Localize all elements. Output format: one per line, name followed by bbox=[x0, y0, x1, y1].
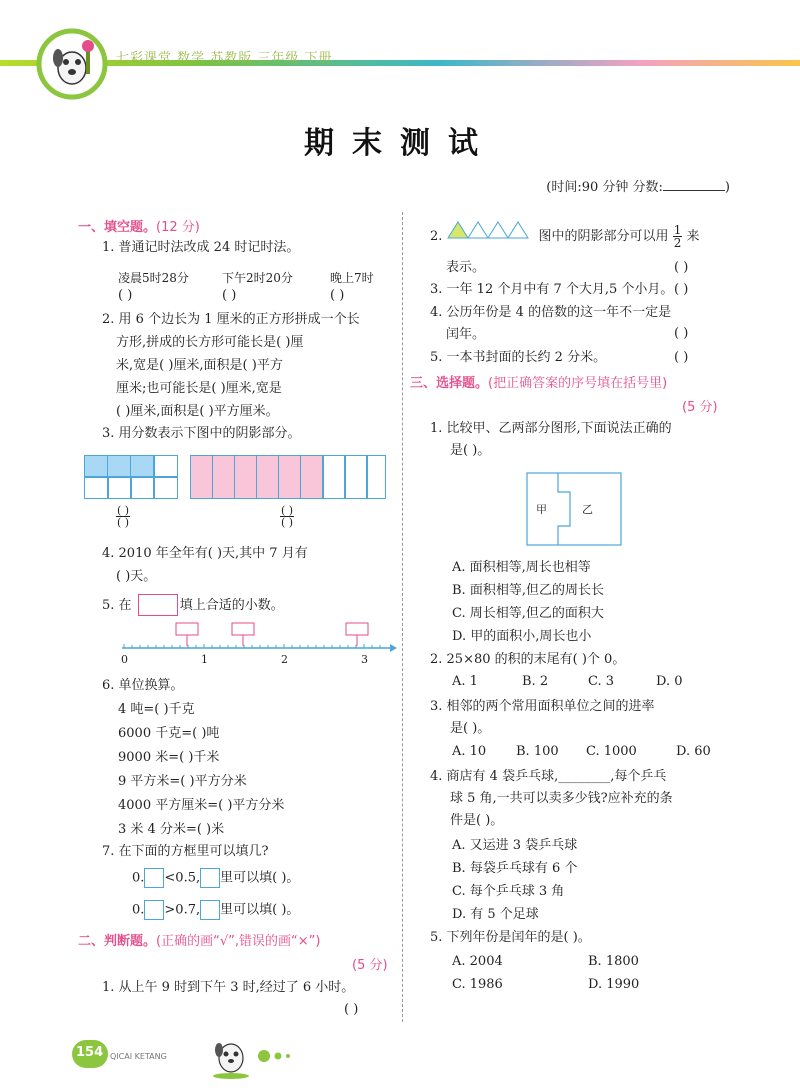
q6-item: 6000 千克=( )吨 bbox=[118, 726, 220, 741]
s1-q5: 5. 在 填上合适的小数。 bbox=[102, 596, 284, 616]
section2-points: (5 分) bbox=[352, 958, 388, 973]
footer-brand: QICAI KETANG bbox=[110, 1052, 167, 1061]
option[interactable]: B. 每袋乒乓球有 6 个 bbox=[452, 861, 578, 876]
s3-q3-options bbox=[452, 742, 711, 762]
s3-q5-options bbox=[452, 950, 639, 996]
number-line bbox=[118, 620, 398, 668]
s3-q2: 2. 25×80 的积的末尾有( )个 0。 bbox=[430, 652, 626, 667]
q7-box[interactable] bbox=[200, 868, 220, 888]
footer-dots bbox=[258, 1048, 298, 1067]
tick-1: 1 bbox=[201, 653, 208, 666]
s2-q5: 5. 一本书封面的长约 2 分米。 bbox=[430, 350, 607, 365]
option[interactable]: A. 面积相等,周长也相等 bbox=[452, 560, 591, 575]
q1-answer-1[interactable]: ( ) bbox=[118, 288, 133, 303]
option[interactable]: C. 周长相等,但乙的面积大 bbox=[452, 606, 604, 621]
q6-item: 4 吨=( )千克 bbox=[118, 702, 195, 717]
q6-item: 3 米 4 分米=( )米 bbox=[118, 822, 225, 837]
section1-heading: 一、填空题。(12 分) bbox=[78, 220, 200, 235]
mascot-logo bbox=[36, 28, 108, 100]
tick-3: 3 bbox=[361, 653, 368, 666]
time-score-line: (时间:90 分钟 分数: ) bbox=[546, 180, 730, 195]
q6-item: 4000 平方厘米=( )平方分米 bbox=[118, 798, 285, 813]
tick-2: 2 bbox=[281, 653, 288, 666]
option[interactable]: C. 3 bbox=[588, 674, 615, 689]
s3-q2-options bbox=[452, 672, 683, 692]
s2-q1: 1. 从上午 9 时到下午 3 时,经过了 6 小时。 bbox=[102, 980, 355, 995]
option[interactable]: D. 0 bbox=[656, 674, 683, 689]
q6-list bbox=[118, 698, 284, 842]
s2-q2-line2: 表示。 bbox=[446, 260, 486, 275]
footer-mascot bbox=[206, 1030, 256, 1080]
option[interactable]: D. 60 bbox=[676, 744, 711, 759]
option[interactable]: B. 面积相等,但乙的周长长 bbox=[452, 583, 604, 598]
q1-item-1: 凌晨5时28分 bbox=[118, 271, 189, 285]
s1-q7: 7. 在下面的方框里可以填几? bbox=[102, 844, 269, 859]
option[interactable]: B. 100 bbox=[516, 744, 559, 759]
q7-box[interactable] bbox=[144, 868, 164, 888]
option[interactable]: C. 1000 bbox=[586, 744, 637, 759]
section2-heading: 二、判断题。(正确的画“√”,错误的画“×”) bbox=[78, 934, 321, 949]
s2-q5-answer[interactable]: ( ) bbox=[674, 350, 689, 365]
q1-answer-2[interactable]: ( ) bbox=[222, 288, 237, 303]
s2-q3-answer[interactable]: ( ) bbox=[674, 282, 689, 297]
option[interactable]: A. 1 bbox=[452, 674, 478, 689]
section3-points: (5 分) bbox=[682, 400, 718, 415]
q1-item-2: 下午2时20分 bbox=[222, 271, 293, 285]
q7-box[interactable] bbox=[200, 900, 220, 920]
figure-label-jia: 甲 bbox=[536, 503, 547, 516]
s3-q1: 1. 比较甲、乙两部分图形,下面说法正确的 是( )。 bbox=[430, 421, 672, 458]
page-title: 期末测试 bbox=[304, 126, 496, 161]
s3-q5: 5. 下列年份是闰年的是( )。 bbox=[430, 930, 591, 945]
q7-line-b: 0. >0.7, 里可以填( )。 bbox=[132, 900, 299, 921]
s3-q3: 3. 相邻的两个常用面积单位之间的进率 是( )。 bbox=[430, 699, 655, 736]
s2-q1-answer[interactable]: ( ) bbox=[344, 1002, 359, 1017]
fraction-answer-1[interactable]: ( ) ( ) bbox=[117, 504, 130, 529]
section3-heading: 三、选择题。(把正确答案的序号填在括号里) bbox=[410, 376, 668, 391]
option[interactable]: C. 1986 bbox=[452, 977, 503, 992]
option[interactable]: C. 每个乒乓球 3 角 bbox=[452, 884, 565, 899]
figure-label-yi: 乙 bbox=[582, 503, 593, 516]
option[interactable]: A. 2004 bbox=[452, 954, 503, 969]
fraction-answer-2[interactable]: ( ) ( ) bbox=[281, 504, 294, 529]
q5-box bbox=[138, 594, 178, 616]
s2-q4-answer[interactable]: ( ) bbox=[674, 326, 689, 341]
s1-q2: 2. 用 6 个边长为 1 厘米的正方形拼成一个长 方形,拼成的长方形可能长是( )厘 米,宽是( )厘米,面积是( )平方 厘米;也可能长是( )厘米,宽是 ( )厘米,面积是( )平方厘米。 bbox=[102, 312, 360, 419]
column-divider bbox=[402, 212, 403, 1022]
s3-q1-options bbox=[452, 556, 604, 648]
option[interactable]: D. 甲的面积小,周长也小 bbox=[452, 629, 592, 644]
s1-q4: 4. 2010 年全年有( )天,其中 7 月有 ( )天。 bbox=[102, 546, 308, 584]
fraction-one-half: $\frac{1}{2}$ bbox=[673, 223, 682, 250]
s2-q2-answer[interactable]: ( ) bbox=[674, 260, 689, 275]
q1-item-3: 晚上7时 bbox=[330, 271, 374, 285]
header-text: 七彩课堂 数学 苏教版 三年级 下册 bbox=[116, 51, 333, 66]
q6-item: 9000 米=( )千米 bbox=[118, 750, 220, 765]
s3-q4: 4. 商店有 4 袋乒乓球,________,每个乒乓 球 5 角,一共可以卖多少钱?应补充的条 件是( )。 bbox=[430, 769, 673, 828]
tick-0: 0 bbox=[121, 653, 128, 666]
s1-q1: 1. 普通记时法改成 24 时记时法。 bbox=[102, 240, 300, 255]
s2-q3: 3. 一年 12 个月中有 7 个大月,5 个小月。 bbox=[430, 282, 674, 297]
option[interactable]: B. 2 bbox=[522, 674, 549, 689]
q7-box[interactable] bbox=[144, 900, 164, 920]
s2-q2: 2. 图中的阴影部分可以用 $\frac{1}{2}$ 来 bbox=[430, 224, 700, 249]
q6-item: 9 平方米=( )平方分米 bbox=[118, 774, 247, 789]
q7-line-a: 0. <0.5, 里可以填( )。 bbox=[132, 868, 299, 889]
q1-answer-3[interactable]: ( ) bbox=[330, 288, 345, 303]
option[interactable]: A. 10 bbox=[452, 744, 487, 759]
option[interactable]: D. 1990 bbox=[588, 977, 640, 992]
page-number: 154 bbox=[76, 1045, 104, 1060]
s3-q4-options bbox=[452, 834, 577, 926]
option[interactable]: B. 1800 bbox=[588, 954, 639, 969]
triangles-figure bbox=[446, 220, 530, 240]
s1-q3: 3. 用分数表示下图中的阴影部分。 bbox=[102, 426, 301, 441]
s2-q4: 4. 公历年份是 4 的倍数的这一年不一定是 闰年。 bbox=[430, 305, 672, 342]
option[interactable]: A. 又运进 3 袋乒乓球 bbox=[452, 838, 578, 853]
option[interactable]: D. 有 5 个足球 bbox=[452, 907, 539, 922]
s1-q6: 6. 单位换算。 bbox=[102, 678, 184, 693]
